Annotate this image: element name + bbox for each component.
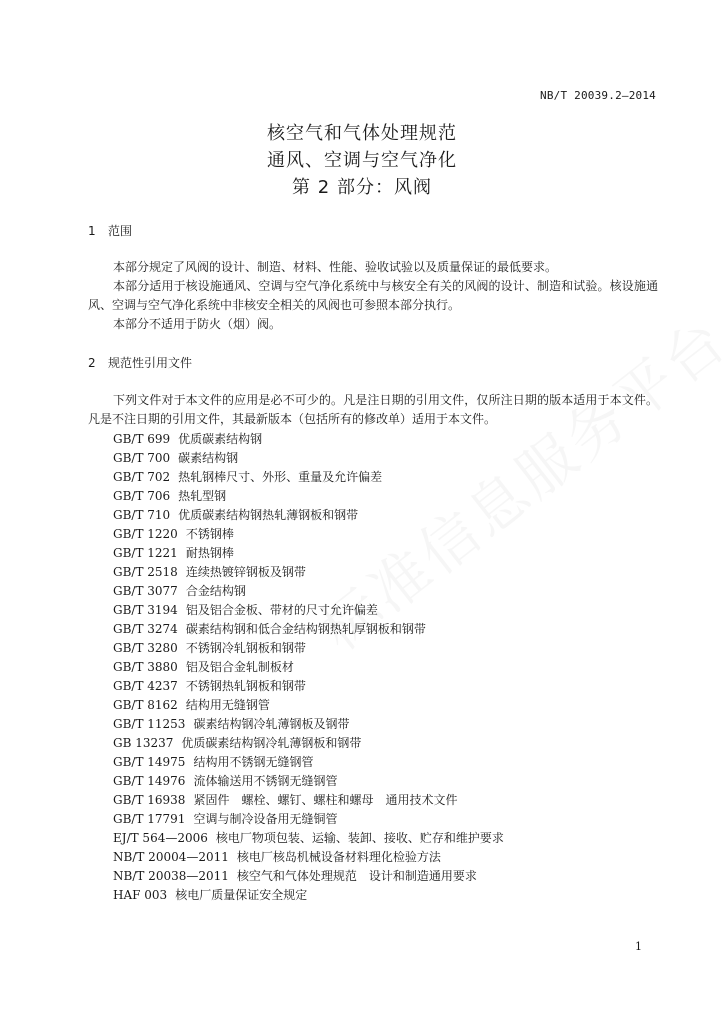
reference-code: GB/T 3274 — [113, 622, 178, 636]
reference-item — [113, 734, 504, 753]
reference-item — [113, 658, 504, 677]
section-2-heading — [88, 354, 192, 371]
reference-title: 优质碳素结构钢 — [178, 432, 263, 446]
reference-code: GB/T 710 — [113, 508, 171, 522]
title-line-2: 通风、空调与空气净化 — [267, 150, 457, 171]
reference-item — [113, 791, 504, 810]
reference-code: GB/T 2518 — [113, 565, 178, 579]
reference-title: 优质碳素结构钢热轧薄钢板和钢带 — [178, 508, 359, 522]
reference-title: 核空气和气体处理规范 设计和制造通用要求 — [236, 869, 477, 883]
section-2-intro: 下列文件对于本文件的应用是必不可少的。凡是注日期的引用文件，仅所注日期的版本适用于本文件。凡是不注日期的引用文件，其最新版本（包括所有的修改单）适用于本文件。 — [88, 393, 658, 426]
reference-title: 紧固件 螺栓、螺钉、螺柱和螺母 通用技术文件 — [193, 793, 458, 807]
title-line-1: 核空气和气体处理规范 — [267, 123, 457, 144]
section-2-number: 2 — [88, 356, 96, 370]
reference-code: GB/T 11253 — [113, 717, 186, 731]
reference-title: 碳素结构钢和低合金结构钢热轧厚钢板和钢带 — [185, 622, 426, 636]
section-1-heading — [88, 222, 132, 239]
reference-title: 空调与制冷设备用无缝铜管 — [193, 812, 338, 826]
reference-title: 热轧钢棒尺寸、外形、重量及允许偏差 — [178, 470, 383, 484]
reference-code: GB/T 3880 — [113, 660, 178, 674]
reference-code: GB/T 17791 — [113, 812, 186, 826]
reference-item — [113, 449, 504, 468]
reference-item — [113, 753, 504, 772]
section-1-number: 1 — [88, 224, 96, 238]
reference-code: GB/T 1220 — [113, 527, 178, 541]
reference-title: 碳素结构钢 — [178, 451, 239, 465]
reference-item — [113, 772, 504, 791]
section-1-paragraph-2: 本部分适用于核设施通风、空调与空气净化系统中与核安全有关的风阀的设计、制造和试验。核设施通风、空调与空气净化系统中非核安全相关的风阀也可参照本部分执行。 — [88, 279, 658, 312]
reference-code: GB 13237 — [113, 736, 174, 750]
reference-code: GB/T 702 — [113, 470, 171, 484]
reference-title: 核电厂物项包装、运输、装卸、接收、贮存和维护要求 — [215, 831, 504, 845]
reference-title: 不锈钢热轧钢板和钢带 — [185, 679, 306, 693]
title-line-3: 第 2 部分：风阀 — [292, 177, 432, 198]
reference-title: 连续热镀锌钢板及钢带 — [185, 565, 306, 579]
reference-item — [113, 430, 504, 449]
reference-title: 耐热钢棒 — [185, 546, 234, 560]
section-1-title: 范围 — [108, 224, 133, 238]
section-1-paragraph-3: 本部分不适用于防火（烟）阀。 — [113, 317, 282, 331]
page-number: 1 — [635, 940, 642, 953]
reference-title: 流体输送用不锈钢无缝钢管 — [193, 774, 338, 788]
reference-title: 不锈钢冷轧钢板和钢带 — [185, 641, 306, 655]
standard-number: NB/T 20039.2—2014 — [540, 89, 656, 102]
section-2-title: 规范性引用文件 — [108, 356, 193, 370]
reference-code: HAF 003 — [113, 888, 168, 902]
reference-title: 不锈钢棒 — [185, 527, 234, 541]
reference-code: GB/T 14976 — [113, 774, 186, 788]
reference-title: 碳素结构钢冷轧薄钢板及钢带 — [193, 717, 350, 731]
reference-code: GB/T 1221 — [113, 546, 178, 560]
reference-item — [113, 886, 504, 905]
reference-item — [113, 867, 504, 886]
reference-title: 核电厂质量保证安全规定 — [175, 888, 308, 902]
reference-code: GB/T 8162 — [113, 698, 178, 712]
reference-code: EJ/T 564—2006 — [113, 831, 208, 845]
reference-item — [113, 848, 504, 867]
reference-title: 结构用无缝钢管 — [185, 698, 270, 712]
reference-item — [113, 810, 504, 829]
reference-code: NB/T 20038—2011 — [113, 869, 229, 883]
reference-item — [113, 677, 504, 696]
reference-item — [113, 829, 504, 848]
reference-item — [113, 620, 504, 639]
reference-code: GB/T 700 — [113, 451, 171, 465]
reference-title: 合金结构钢 — [185, 584, 246, 598]
reference-title: 优质碳素结构钢冷轧薄钢板和钢带 — [181, 736, 362, 750]
reference-title: 铝及铝合金轧制板材 — [185, 660, 294, 674]
reference-title: 热轧型钢 — [178, 489, 227, 503]
reference-code: GB/T 699 — [113, 432, 171, 446]
document-title — [0, 120, 724, 201]
reference-code: GB/T 3280 — [113, 641, 178, 655]
reference-item — [113, 696, 504, 715]
reference-item — [113, 639, 504, 658]
reference-title: 结构用不锈钢无缝钢管 — [193, 755, 314, 769]
reference-code: GB/T 3194 — [113, 603, 178, 617]
reference-code: GB/T 4237 — [113, 679, 178, 693]
reference-code: GB/T 16938 — [113, 793, 186, 807]
section-1-paragraph-1: 本部分规定了风阀的设计、制造、材料、性能、验收试验以及质量保证的最低要求。 — [113, 260, 558, 274]
reference-code: GB/T 14975 — [113, 755, 186, 769]
reference-item — [113, 468, 504, 487]
reference-item — [113, 715, 504, 734]
reference-title: 铝及铝合金板、带材的尺寸允许偏差 — [185, 603, 378, 617]
reference-code: NB/T 20004—2011 — [113, 850, 229, 864]
reference-code: GB/T 706 — [113, 489, 171, 503]
reference-code: GB/T 3077 — [113, 584, 178, 598]
reference-title: 核电厂核岛机械设备材料理化检验方法 — [236, 850, 441, 864]
